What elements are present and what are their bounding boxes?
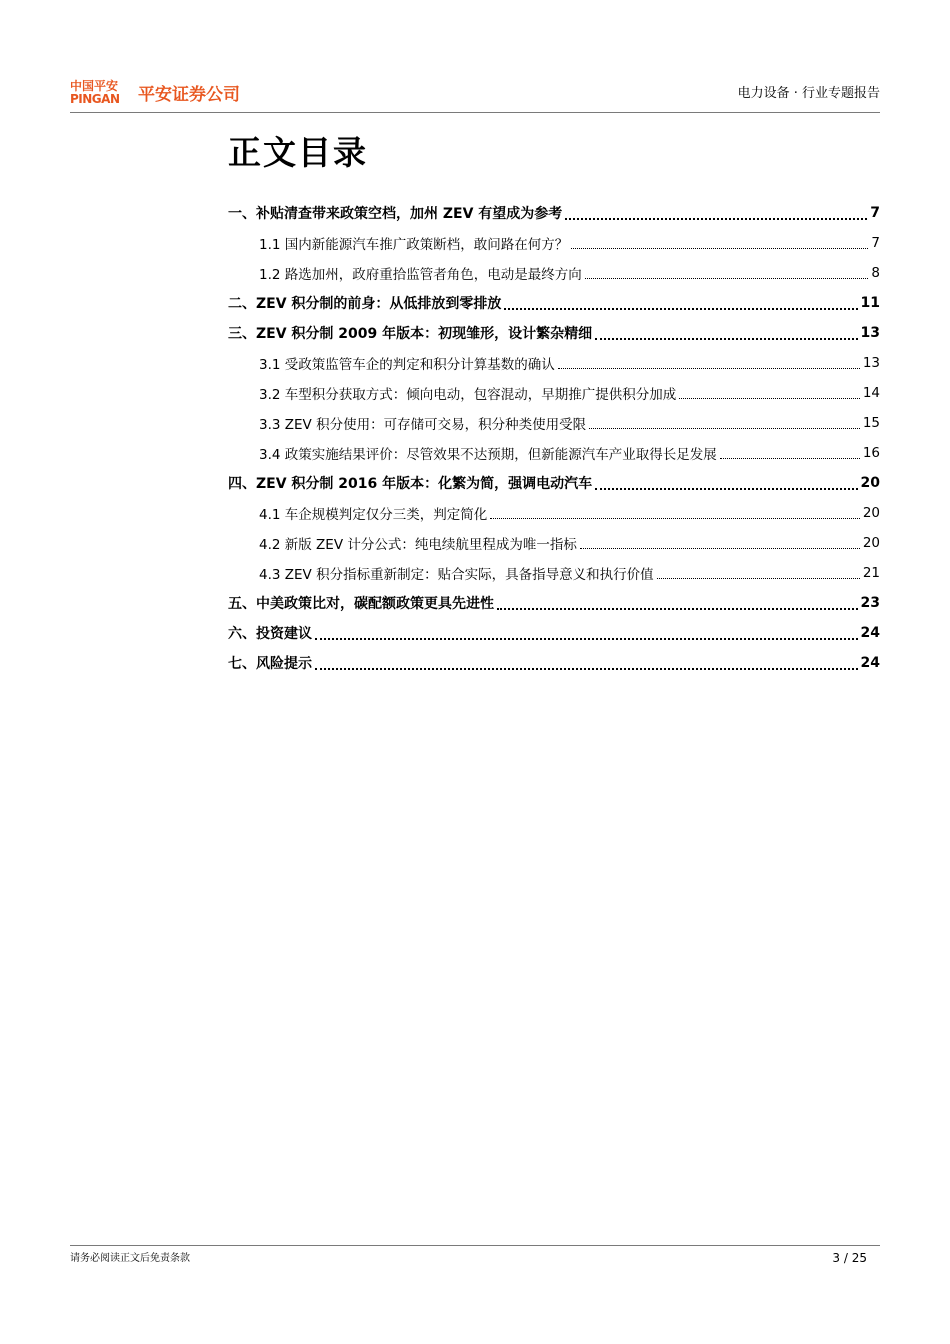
toc-entry-page: 7 bbox=[871, 235, 880, 251]
toc-entry-page: 13 bbox=[860, 325, 880, 341]
toc-entry[interactable] bbox=[228, 408, 880, 438]
toc-entry-page: 24 bbox=[860, 625, 880, 641]
company-name: 平安证券公司 bbox=[138, 85, 240, 105]
toc-entry-title: 1.1 国内新能源汽车推广政策断档，敢问路在何方？ bbox=[259, 237, 569, 253]
toc-leader-dots bbox=[589, 427, 860, 429]
toc-leader-dots bbox=[595, 337, 857, 340]
footer-divider bbox=[70, 1245, 880, 1246]
toc-entry-title: 四、ZEV 积分制 2016 年版本：化繁为简，强调电动汽车 bbox=[228, 476, 593, 492]
toc-entry-title: 4.2 新版 ZEV 计分公式：纯电续航里程成为唯一指标 bbox=[259, 537, 577, 553]
toc-entry-page: 8 bbox=[871, 265, 880, 281]
table-of-contents bbox=[228, 198, 880, 678]
toc-entry[interactable] bbox=[228, 318, 880, 348]
toc-leader-dots bbox=[565, 217, 867, 220]
toc-entry[interactable] bbox=[228, 198, 880, 228]
toc-entry-title: 4.3 ZEV 积分指标重新制定：贴合实际，具备指导意义和执行价值 bbox=[259, 567, 654, 583]
toc-entry-title: 五、中美政策比对，碳配额政策更具先进性 bbox=[228, 596, 494, 612]
toc-entry-page: 24 bbox=[860, 655, 880, 671]
toc-entry-page: 14 bbox=[862, 385, 880, 401]
toc-entry-page: 7 bbox=[870, 205, 880, 221]
toc-entry[interactable] bbox=[228, 528, 880, 558]
toc-entry[interactable] bbox=[228, 348, 880, 378]
toc-leader-dots bbox=[504, 307, 857, 310]
toc-entry-page: 20 bbox=[862, 505, 880, 521]
toc-entry-page: 13 bbox=[862, 355, 880, 371]
toc-leader-dots bbox=[315, 667, 858, 670]
toc-entry-page: 23 bbox=[860, 595, 880, 611]
toc-leader-dots bbox=[720, 457, 860, 459]
toc-leader-dots bbox=[497, 607, 858, 610]
toc-entry-title: 3.1 受政策监管车企的判定和积分计算基数的确认 bbox=[259, 357, 555, 373]
toc-leader-dots bbox=[657, 577, 860, 579]
toc-entry-page: 11 bbox=[860, 295, 880, 311]
toc-leader-dots bbox=[595, 487, 857, 490]
logo-cn-text: 中国平安 bbox=[70, 79, 119, 93]
toc-leader-dots bbox=[558, 367, 860, 369]
toc-entry-page: 20 bbox=[860, 475, 880, 491]
toc-entry-title: 二、ZEV 积分制的前身：从低排放到零排放 bbox=[228, 296, 502, 312]
footer-disclaimer: 请务必阅读正文后免责条款 bbox=[70, 1253, 190, 1264]
toc-leader-dots bbox=[490, 517, 860, 519]
toc-entry-title: 三、ZEV 积分制 2009 年版本：初现雏形，设计繁杂精细 bbox=[228, 326, 593, 342]
toc-entry-title: 一、补贴清查带来政策空档，加州 ZEV 有望成为参考 bbox=[228, 206, 563, 222]
toc-entry-page: 20 bbox=[862, 535, 880, 551]
toc-entry[interactable] bbox=[228, 498, 880, 528]
toc-leader-dots bbox=[679, 397, 860, 399]
toc-leader-dots bbox=[315, 637, 858, 640]
toc-leader-dots bbox=[580, 547, 860, 549]
toc-entry-title: 七、风险提示 bbox=[228, 656, 312, 672]
header-divider bbox=[70, 112, 880, 113]
toc-entry[interactable] bbox=[228, 438, 880, 468]
toc-entry-title: 六、投资建议 bbox=[228, 626, 312, 642]
toc-entry[interactable] bbox=[228, 228, 880, 258]
toc-entry[interactable] bbox=[228, 588, 880, 618]
toc-entry[interactable] bbox=[228, 648, 880, 678]
page-title: 正文目录 bbox=[228, 133, 368, 172]
toc-entry[interactable] bbox=[228, 288, 880, 318]
toc-entry-title: 3.2 车型积分获取方式：倾向电动，包容混动，早期推广提供积分加成 bbox=[259, 387, 677, 403]
toc-entry-title: 3.4 政策实施结果评价：尽管效果不达预期，但新能源汽车产业取得长足发展 bbox=[259, 447, 717, 463]
toc-entry-page: 21 bbox=[862, 565, 880, 581]
toc-entry[interactable] bbox=[228, 468, 880, 498]
toc-leader-dots bbox=[571, 247, 868, 249]
toc-entry-title: 3.3 ZEV 积分使用：可存储可交易，积分种类使用受限 bbox=[259, 417, 587, 433]
toc-entry[interactable] bbox=[228, 618, 880, 648]
toc-entry-page: 15 bbox=[862, 415, 880, 431]
toc-entry[interactable] bbox=[228, 378, 880, 408]
toc-entry[interactable] bbox=[228, 558, 880, 588]
report-category: 电力设备 · 行业专题报告 bbox=[737, 86, 880, 101]
toc-entry[interactable] bbox=[228, 258, 880, 288]
toc-entry-title: 1.2 路选加州，政府重拾监管者角色，电动是最终方向 bbox=[259, 267, 582, 283]
toc-entry-title: 4.1 车企规模判定仅分三类，判定简化 bbox=[259, 507, 488, 523]
page-number: 3 / 25 bbox=[832, 1251, 867, 1265]
logo-en-text: PINGAN bbox=[70, 92, 120, 106]
toc-entry-page: 16 bbox=[862, 445, 880, 461]
toc-leader-dots bbox=[585, 277, 869, 279]
